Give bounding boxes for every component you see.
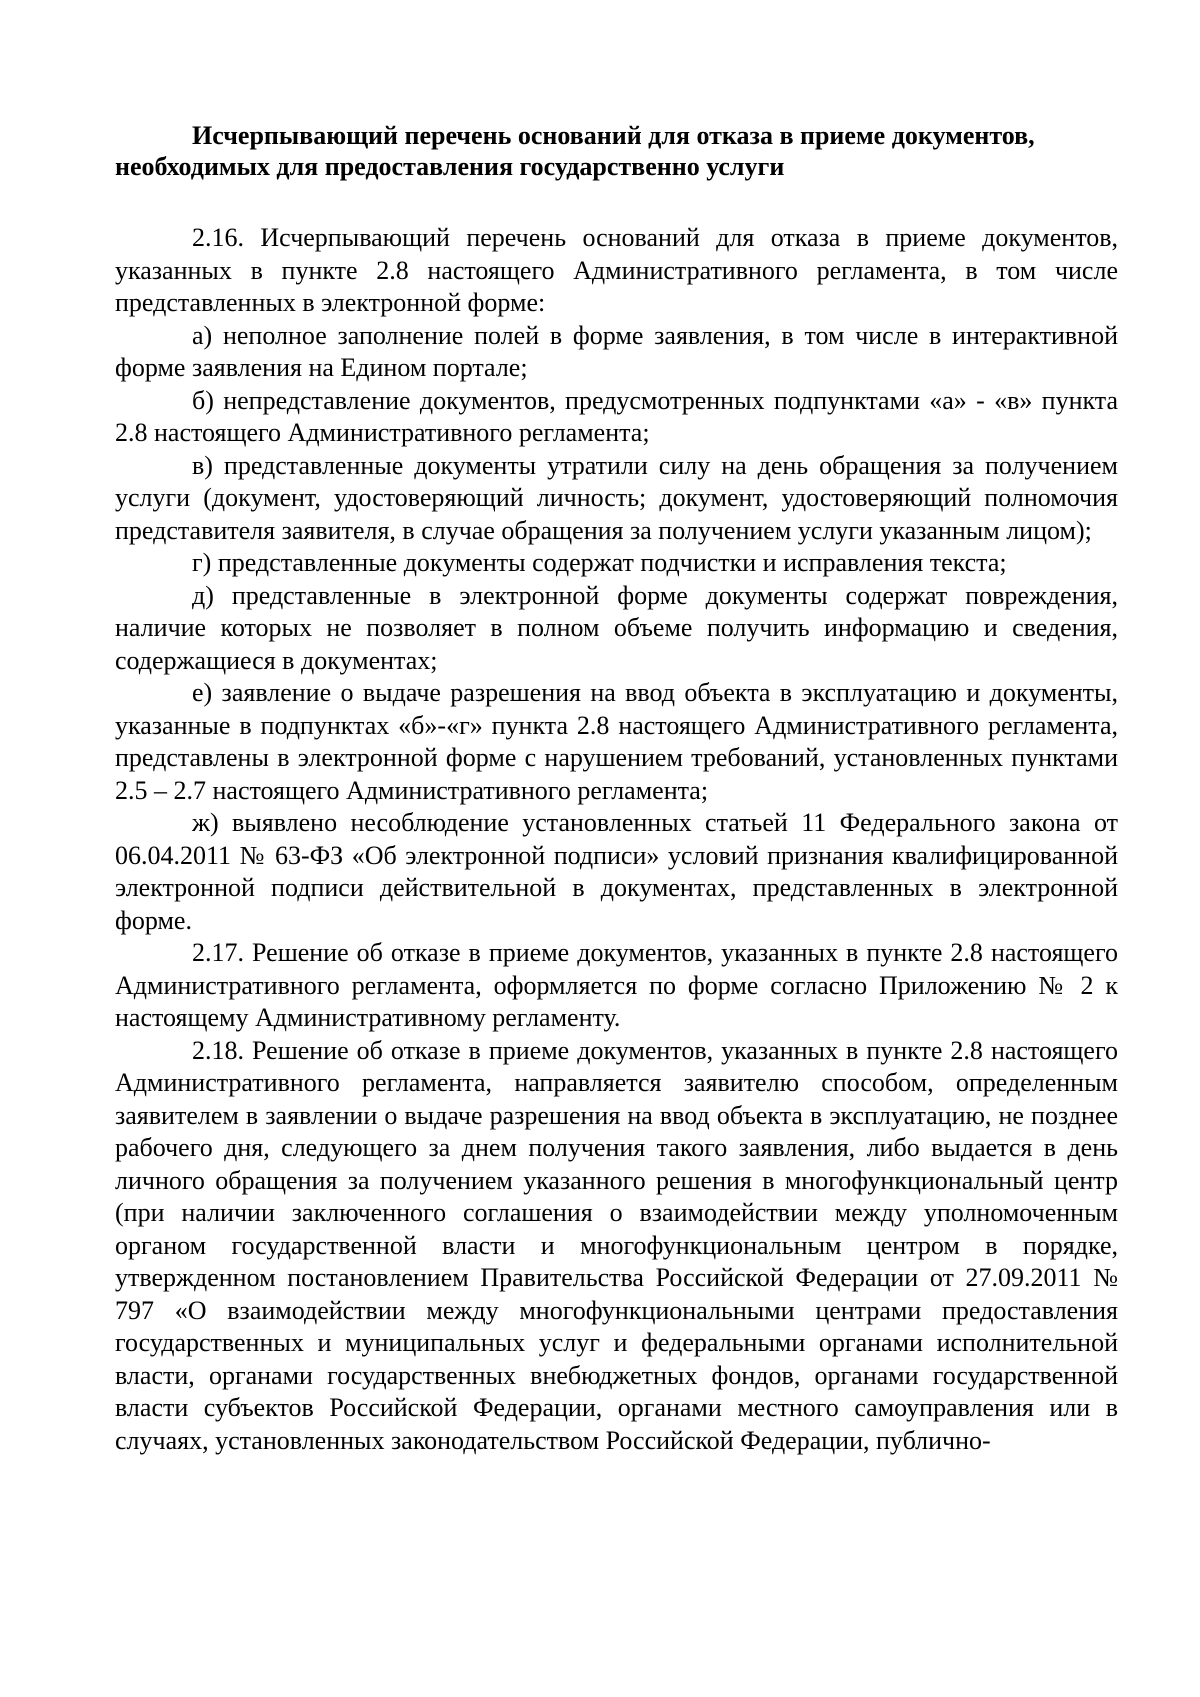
document-page xyxy=(115,120,1118,1457)
section-heading-line-1: Исчерпывающий перечень оснований для отказа в приеме документов, xyxy=(192,121,1035,150)
paragraph-2-18: 2.18. Решение об отказе в приеме документов, указанных в пункте 2.8 настоящего Административного регламента, направляется заявителю способом, определенным заявителем в заявлении о выдаче разрешения на ввод объекта в эксплуатацию, не позднее рабочего дня, следующего за днем получения такого заявления, либо выдается в день личного обращения за получением указанного решения в многофункциональный центр (при наличии заключенного соглашения о взаимодействии между уполномоченным органом государственной власти и многофункциональным центром в порядке, утвержденном постановлением Правительства Российской Федерации от 27.09.2011 № 797 «О взаимодействии между многофункциональными центрами предоставления государственных и муниципальных услуг и федеральными органами исполнительной власти, органами государственных внебюджетных фондов, органами государственной власти субъектов Российской Федерации, органами местного самоуправления или в случаях, установленных законодательством Российской Федерации, публично- xyxy=(115,1035,1118,1455)
section-heading xyxy=(115,120,1118,182)
list-item-g: г) представленные документы содержат подчистки и исправления текста; xyxy=(192,548,1007,577)
list-item-e: е) заявление о выдаче разрешения на ввод объекта в эксплуатацию и документы, указанные в подпунктах «б»-«г» пункта 2.8 настоящего Административного регламента, представлены в электронной форме с нарушением требований, установленных пунктами 2.5 – 2.7 настоящего Административного регламента; xyxy=(115,678,1118,805)
list-item-d: д) представленные в электронной форме документы содержат повреждения, наличие которых не позволяет в полном объеме получить информацию и сведения, содержащиеся в документах; xyxy=(115,580,1118,675)
list-item-zh: ж) выявлено несоблюдение установленных статьей 11 Федерального закона от 06.04.2011 № 63-ФЗ «Об электронной подписи» условий признания квалифицированной электронной подписи действительной в документах, представленных в электронной форме. xyxy=(115,808,1118,935)
list-item-b: б) непредставление документов, предусмотренных подпунктами «а» - «в» пункта 2.8 настоящего Административного регламента; xyxy=(115,385,1118,447)
list-item-a: а) неполное заполнение полей в форме заявления, в том числе в интерактивной форме заявления на Едином портале; xyxy=(115,320,1118,382)
paragraph-2-16: 2.16. Исчерпывающий перечень оснований для отказа в приеме документов, указанных в пункте 2.8 настоящего Административного регламента, в том числе представленных в электронной форме: xyxy=(115,223,1118,317)
section-heading-line-2: необходимых для предоставления государственно услуги xyxy=(115,152,785,181)
list-item-v: в) представленные документы утратили силу на день обращения за получением услуги (документ, удостоверяющий личность; документ, удостоверяющий полномочия представителя заявителя, в случае обращения за получением услуги указанным лицом); xyxy=(115,450,1118,545)
paragraph-2-17: 2.17. Решение об отказе в приеме документов, указанных в пункте 2.8 настоящего Административного регламента, оформляется по форме согласно Приложению № 2 к настоящему Административному регламенту. xyxy=(115,938,1118,1032)
